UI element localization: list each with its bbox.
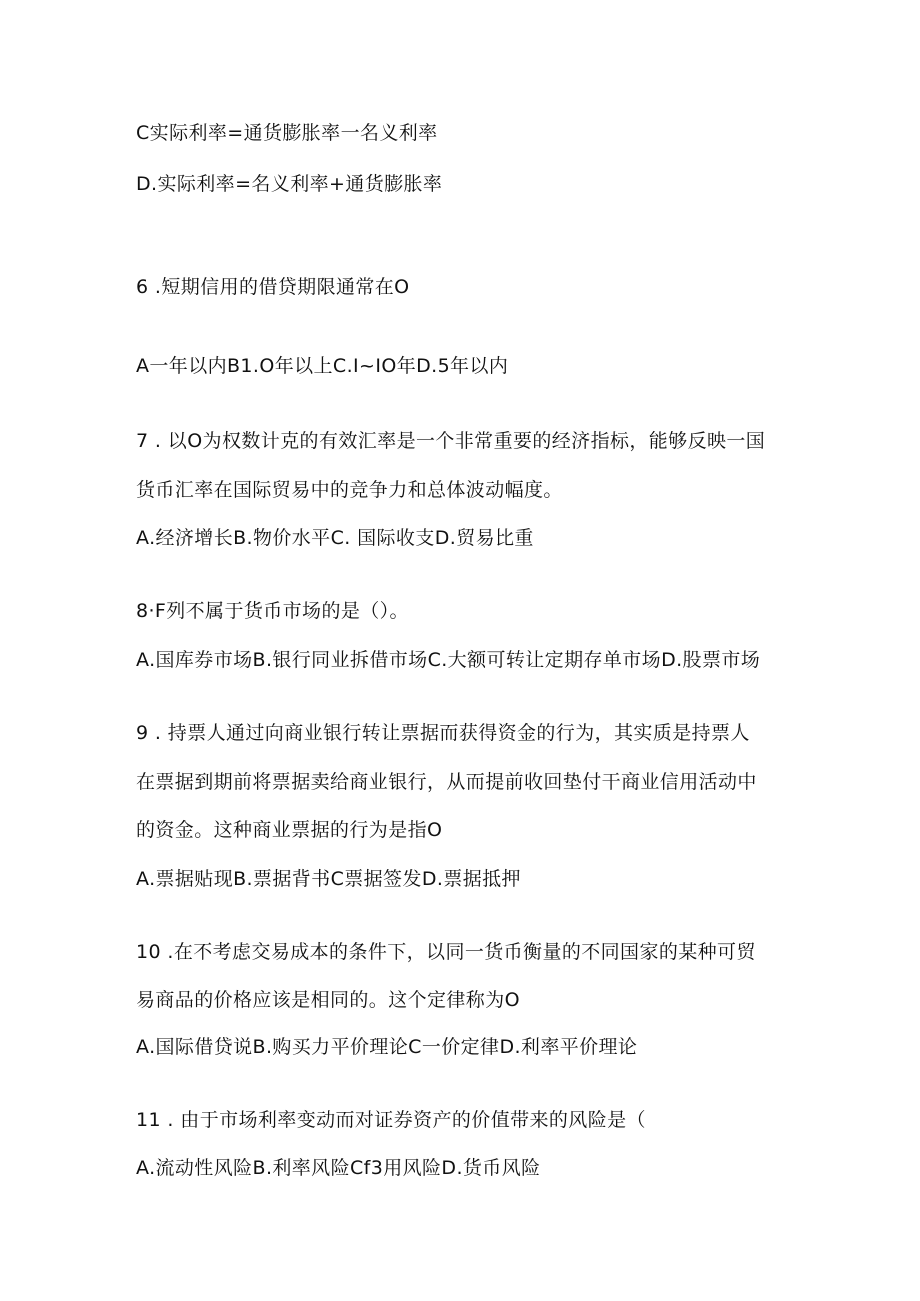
- question-10-line-2: 易商品的价格应该是相同的。这个定律称为O: [136, 989, 520, 1011]
- question-8: 8·F列不属于货币市场的是（）。: [136, 600, 409, 622]
- question-7-line-2: 货币汇率在国际贸易中的竞争力和总体波动幅度。: [136, 479, 563, 501]
- question-9-line-3: 的资金。这种商业票据的行为是指O: [136, 819, 443, 841]
- option-c-real-rate: C实际利率=通货膨胀率一名义利率: [136, 122, 438, 144]
- question-9-options: A.票据贴现B.票据背书C票据签发D.票据抵押: [136, 868, 521, 890]
- question-11-options: A.流动性风险B.利率风险Cf3用风险D.货币风险: [136, 1157, 541, 1179]
- question-11: 11 . 由于市场利率变动而对证券资产的价值带来的风险是（: [136, 1109, 646, 1131]
- question-7-line-1: 7 . 以O为权数计克的有效汇率是一个非常重要的经济指标，能够反映一国: [136, 430, 766, 452]
- question-6-options: A一年以内B1.O年以上C.I~IO年D.5年以内: [136, 355, 509, 377]
- option-d-real-rate: D.实际利率=名义利率+通货膨胀率: [136, 173, 443, 195]
- question-6: 6 .短期信用的借贷期限通常在O: [136, 276, 410, 298]
- question-9-line-2: 在票据到期前将票据卖给商业银行，从而提前收回垫付干商业信用活动中: [136, 771, 757, 793]
- question-10-options: A.国际借贷说B.购买力平价理论C一价定律D.利率平价理论: [136, 1036, 638, 1058]
- question-8-options: A.国库券市场B.银行同业拆借市场C.大额可转让定期存单市场D.股票市场: [136, 649, 761, 671]
- question-9-line-1: 9 . 持票人通过向商业银行转让票据而获得资金的行为，其实质是持票人: [136, 722, 750, 744]
- question-10-line-1: 10 .在不考虑交易成本的条件下，以同一货币衡量的不同国家的某种可贸: [136, 941, 756, 963]
- question-7-options: A.经济增长B.物价水平C. 国际收支D.贸易比重: [136, 527, 534, 549]
